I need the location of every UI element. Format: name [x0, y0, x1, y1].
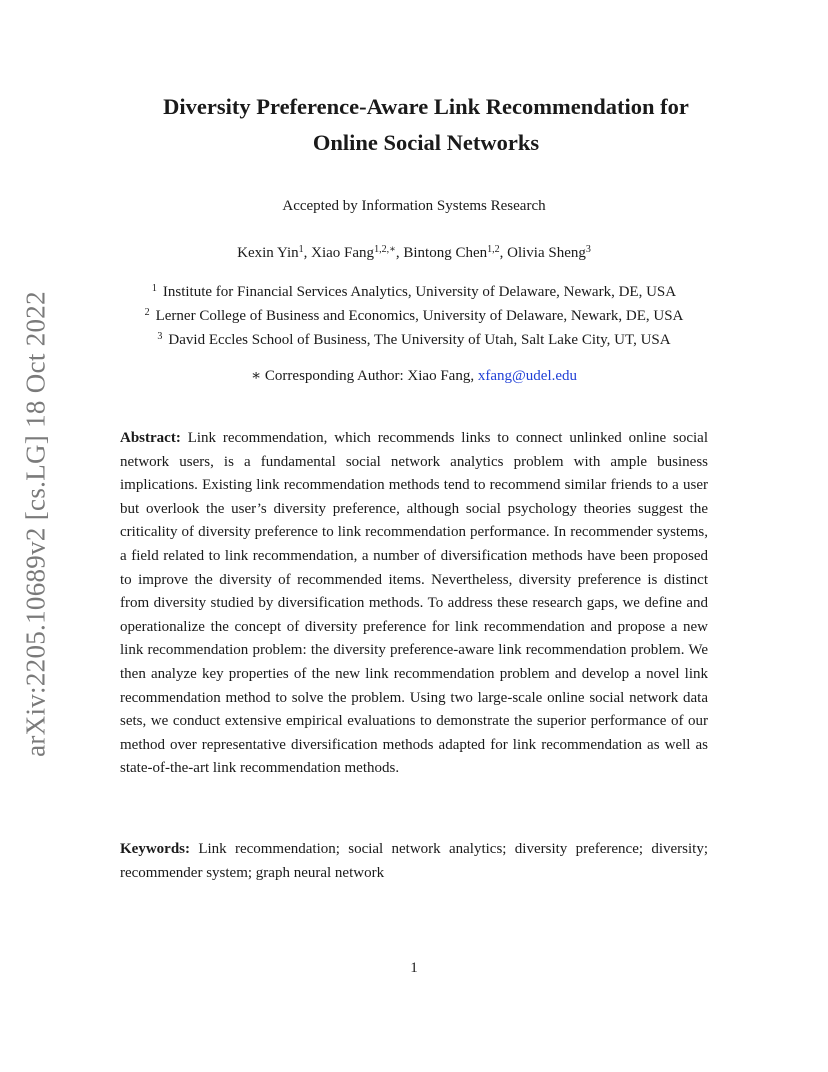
affiliation-text: Institute for Financial Services Analytics, University of Delaware, Newark, DE, USA — [162, 284, 677, 300]
paper-title — [120, 89, 732, 161]
affiliation-number: 1 — [151, 283, 157, 294]
paper-title-line-2: Online Social Networks — [312, 130, 540, 155]
keywords-text: Link recommendation; social network analytics; diversity preference; diversity; recommender system; graph neural network — [120, 841, 708, 881]
affiliation — [120, 328, 708, 352]
keywords-label: Keywords: — [120, 841, 190, 857]
author-separator: , — [303, 245, 312, 261]
abstract — [120, 427, 708, 781]
author-list — [120, 245, 708, 262]
author — [311, 245, 403, 261]
keywords — [120, 838, 708, 885]
venue-note: Accepted by Information Systems Research — [282, 198, 546, 214]
page-number: 1 — [410, 960, 418, 976]
author-name: Kexin Yin — [237, 245, 299, 261]
arxiv-identifier-stamp: arXiv:2205.10689v2 [cs.LG] 18 Oct 2022 — [20, 291, 51, 757]
corresponding-email-link[interactable]: xfang@udel.edu — [477, 368, 578, 384]
affiliation-list — [120, 280, 708, 352]
abstract-text: Link recommendation, which recommends links to connect unlinked online social network users, is a fundamental social network analytics problem with ample business implications. Existing link recommendation methods tend to recommend similar friends to a user but overlook the user’s diversity preference, although social psychology theories suggest the criticality of diversity preference to link recommendation performance. In recommender systems, a field related to link recommendation, a number of diversification methods have been proposed to improve the diversity of recommended items. Nevertheless, diversity preference is distinct from diversity studied by diversification methods. To address these research gaps, we define and operationalize the concept of diversity preference for link recommendation and propose a new link recommendation problem: the diversity preference-aware link recommendation problem. We then analyze key properties of the new link recommendation problem and develop a novel link recommendation method to solve the problem. Using two large-scale online social network data sets, we conduct extensive empirical evaluations to demonstrate the superior performance of our method over representative diversification methods adapted for link recommendation as well as state-of-the-art link recommendation methods. — [120, 430, 708, 777]
affiliation-number: 2 — [144, 307, 150, 318]
affiliation-text: Lerner College of Business and Economics, University of Delaware, Newark, DE, USA — [155, 308, 684, 324]
affiliation — [120, 304, 708, 328]
author-affiliation-marker: 1 — [298, 244, 304, 255]
author-affiliation-marker: 3 — [585, 244, 591, 255]
author — [237, 245, 311, 261]
author-name: Bintong Chen — [403, 245, 488, 261]
corresponding-author — [120, 366, 708, 385]
corresponding-author-label: ∗ Corresponding Author: Xiao Fang, — [250, 368, 478, 384]
abstract-label: Abstract: — [120, 430, 181, 446]
author — [403, 245, 507, 261]
author-affiliation-marker: 1,2 — [487, 244, 500, 255]
author-separator: , — [499, 245, 508, 261]
author-separator: , — [395, 245, 404, 261]
author-name: Olivia Sheng — [507, 245, 586, 261]
affiliation — [120, 280, 708, 304]
author-name: Xiao Fang — [311, 245, 375, 261]
author — [507, 245, 591, 261]
affiliation-text: David Eccles School of Business, The University of Utah, Salt Lake City, UT, USA — [168, 332, 671, 348]
affiliation-number: 3 — [157, 331, 163, 342]
paper-title-line-1: Diversity Preference-Aware Link Recommendation for — [163, 94, 689, 119]
author-affiliation-marker: 1,2,∗ — [374, 244, 396, 255]
